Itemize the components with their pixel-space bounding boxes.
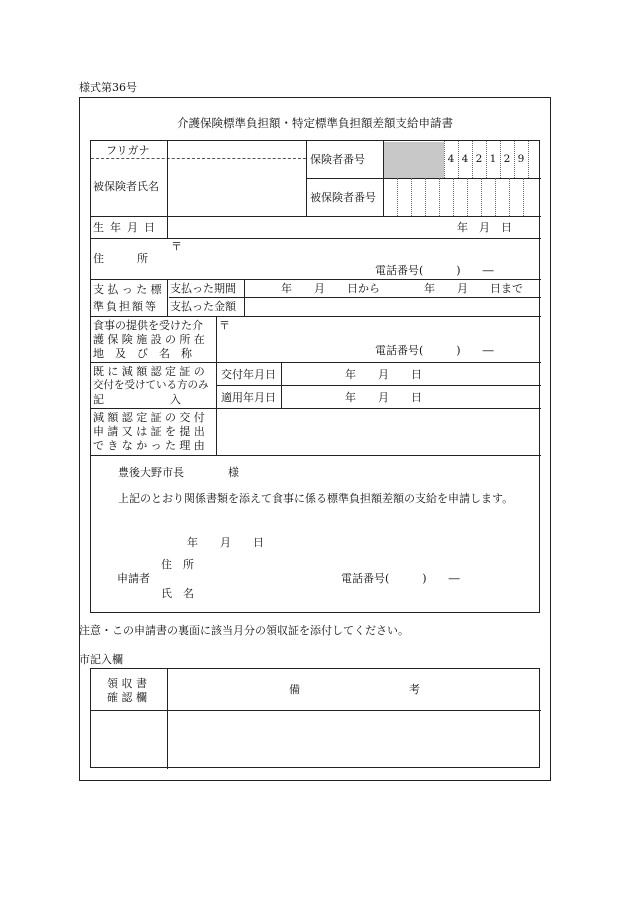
addressee: 豊後大野市長 様 [118, 466, 239, 479]
address-field[interactable] [168, 239, 540, 278]
declaration-statement: 上記のとおり関係書類を添えて食事に係る標準負担額差額の支給を申請します。 [118, 492, 514, 505]
insurer-number-label: 保険者番号 [310, 153, 365, 166]
paid-period-value[interactable]: 年 月 日から 年 月 日まで [281, 282, 523, 295]
apply-date-label: 適用年月日 [221, 391, 276, 404]
reason-label-line3: できなかった理由 [93, 439, 209, 452]
insurer-digit: 2 [475, 153, 483, 165]
reason-label-line2: 申請又は証を提出 [93, 425, 209, 438]
cert-label-line2: 交付を受けている方のみ [93, 379, 209, 391]
remarks-col-1: 備 [289, 683, 300, 696]
address-label: 住 所 [93, 252, 148, 265]
applicant-address-label: 住 所 [161, 558, 194, 571]
paid-label-line1: 支払った標 [93, 283, 165, 296]
furigana-field[interactable] [168, 142, 305, 157]
insured-name-field[interactable] [168, 159, 305, 215]
birth-date-label: 生年月日 [93, 221, 161, 234]
paid-period-label: 支払った期間 [170, 282, 236, 295]
facility-label-line3: 地及び名称 [93, 347, 203, 360]
insurer-digit: 1 [489, 153, 497, 165]
insured-name-label: 被保険者氏名 [93, 180, 159, 193]
receipt-col-line1: 領 収 書 [107, 677, 147, 690]
facility-field[interactable] [217, 317, 540, 361]
apply-date-value[interactable]: 年 月 日 [345, 391, 422, 404]
insured-number-field[interactable] [384, 179, 540, 215]
facility-label-line1: 食事の提供を受けた介 [93, 319, 203, 332]
applicant-label: 申請者 [117, 572, 150, 585]
cert-label-line3: 記 入 [93, 393, 181, 406]
facility-postal-mark: 〒 [219, 319, 230, 332]
remarks-field[interactable] [168, 711, 539, 767]
form-title: 介護保険標準負担額・特定標準負担額差額支給申請書 [177, 116, 453, 130]
declaration-date[interactable]: 年 月 日 [187, 536, 264, 549]
cert-label-line1: 既に減額認定証の [93, 365, 209, 378]
facility-phone: 電話番号( ) ― [375, 344, 494, 357]
reason-label-line1: 減額認定証の交付 [93, 411, 209, 424]
attachment-note: 注意・この申請書の裏面に該当月分の領収証を添付してください。 [79, 624, 409, 637]
paid-label-line2: 準負担額等 [93, 300, 158, 313]
reason-field[interactable] [217, 409, 540, 454]
city-use-table [90, 668, 540, 768]
address-phone: 電話番号( ) ― [375, 264, 494, 277]
insurer-digit: 9 [517, 153, 525, 165]
birth-date-value[interactable]: 年 月 日 [457, 221, 512, 234]
remarks-col-2: 考 [409, 683, 420, 696]
postal-mark: 〒 [171, 240, 182, 253]
form-number: 様式第36号 [79, 81, 137, 94]
furigana-label: フリガナ [106, 144, 150, 157]
applicant-name-label: 氏 名 [161, 587, 194, 600]
receipt-col-line2: 確 認 欄 [107, 691, 147, 704]
insurer-digit: 2 [503, 153, 511, 165]
insurer-digit: 4 [447, 153, 455, 165]
applicant-phone: 電話番号( ) ― [341, 572, 460, 585]
paid-amount-label: 支払った金額 [170, 300, 236, 313]
issue-date-label: 交付年月日 [221, 368, 276, 381]
facility-label-line2: 護保険施設の所在 [93, 333, 209, 346]
paid-amount-field[interactable] [245, 298, 540, 315]
insured-number-label: 被保険者番号 [310, 191, 376, 204]
application-table [90, 140, 540, 613]
city-section-title: 市記入欄 [79, 653, 123, 666]
issue-date-value[interactable]: 年 月 日 [345, 368, 422, 381]
receipt-check-field[interactable] [92, 711, 166, 767]
insurer-digit: 4 [461, 153, 469, 165]
